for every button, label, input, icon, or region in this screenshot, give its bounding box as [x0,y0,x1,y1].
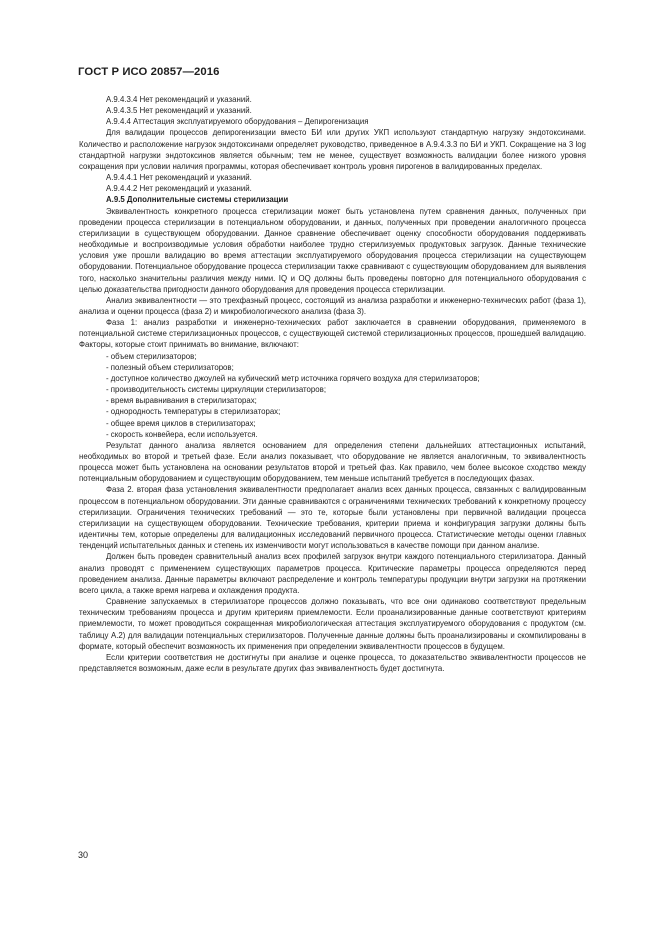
list-item: - однородность температуры в стерилизаторах; [106,407,281,417]
document-header: ГОСТ Р ИСО 20857—2016 [78,66,220,78]
paragraph-phase-1-result: Результат данного анализа является основанием для определения степени дальнейших аттестационных испытаний, необходимых во второй и третьей фазе. Если анализ показывает, что оборудование не является аналогичным, то эквивалентность процесса может быть установлена на основании результатов второй и третьей фаз. Как правило, чем более высокое сходство между потенциальным оборудованием и существующим оборудованием, тем меньше испытаний требуется в последующих фазах. [79,440,586,484]
list-item: - объем стерилизаторов; [106,351,197,361]
clause-a9-4-4-1: А.9.4.4.1 Нет рекомендаций и указаний. [106,173,252,183]
paragraph-process-comparison: Сравнение запускаемых в стерилизаторе процессов должно показывать, что все они одинаково соответствуют предельным техническим требованиям процесса и другим критериям приемлемости. Если проанализированные данные соответствуют критериям приемлемости, то может проводиться сокращенная микробиологическая аттестация эксплуатируемого оборудования с продуктом (см. таблицу А.2) для валидации потенциальных стерилизаторов. Полученные данные должны быть проанализированы и скомпилированы в формате, который обеспечит возможность их применения при определении эквивалентности процессов в будущем. [79,597,586,651]
paragraph-criteria-not-met: Если критерии соответствия не достигнуты при анализе и оценке процесса, то доказательство эквивалентности процессов не представляется возможным, даже если в результате других фаз эквивалентность будет достигнута. [79,652,586,673]
paragraph-depyrogenation: Для валидации процессов депирогенизации вместо БИ или других УКП используют стандартную нагрузку эндотоксинами. Количество и расположение нагрузок эндотоксинами определяет руководство, приведенное в А.9.4.3.3 по БИ и УКП. Сокращение на 3 log стандартной нагрузки эндотоксинов является обычным; тем не менее, существует возможность валидации более низкого уровня сокращения при условии наличия программы, которая обеспечивает контроль уровня пирогенов в валидированных пределах. [79,128,586,171]
clause-a9-4-3-4: А.9.4.3.4 Нет рекомендаций и указаний. [106,95,252,104]
page-number: 30 [78,850,89,860]
list-item: - доступное количество джоулей на кубический метр источника горячего воздуха для стерилизаторов; [106,373,480,383]
list-item: - общее время циклов в стерилизаторах; [106,418,256,428]
list-item: - производительность системы циркуляции стерилизаторов; [106,385,326,395]
list-item: - время выравнивания в стерилизаторах; [106,396,257,406]
section-heading-a9-5: А.9.5 Дополнительные системы стерилизации [106,195,289,205]
clause-a9-4-4-2: А.9.4.4.2 Нет рекомендаций и указаний. [106,184,252,194]
list-item: - скорость конвейера, если используется. [106,429,258,439]
paragraph-phase-1: Фаза 1: анализ разработки и инженерно-технических работ заключается в сравнении оборудования, применяемого в потенциальной системе стерилизационных процессов, с существующей системой стерилизационных процессов, прошедшей валидацию. Факторы, которые стоит принимать во внимание, включают: [79,318,586,350]
paragraph-three-phase: Анализ эквивалентности — это трехфазный процесс, состоящий из анализа разработки и инженерно-технических работ (фаза 1), анализа и оценки процесса (фаза 2) и микробиологического анализа (фаза 3). [79,295,586,316]
paragraph-phase-2: Фаза 2. вторая фаза установления эквивалентности предполагает анализ всех данных процесса, связанных с валидированным процессом в потенциальном оборудовании. Эти данные сравниваются с ограничениями технических требований к конкретному процессу стерилизации. Ограничения технических требований — это те, которые были установлены при первичной валидации процесса стерилизации на существующем оборудовании. Технические требования, критерии приема и конфигурация загрузки должны быть идентичны тем, которые определены для валидационных исследований первичного процесса. Статистические методы оценки главных тенденций испытательных данных и степень их изменчивости могут использоваться в качестве помощи при данном анализе. [79,485,586,551]
list-item: - полезный объем стерилизаторов; [106,362,234,372]
clause-a9-4-4-heading: А.9.4.4 Аттестация эксплуатируемого оборудования – Депирогенизация [106,117,369,127]
clause-a9-4-3-5: А.9.4.3.5 Нет рекомендаций и указаний. [106,106,252,116]
document-body [79,94,586,674]
paragraph-load-profiles: Должен быть проведен сравнительный анализ всех профилей загрузок внутри каждого потенциального стерилизатора. Данный анализ проводят с применением существующих параметров процесса. Критические параметры процесса определяются перед проведением анализа. Данные параметры включают распределение и контроль температуры продукции внутри загрузки на протяжении всего цикла, а также время нагрева и охлаждения продукта. [79,552,586,595]
paragraph-equivalence: Эквивалентность конкретного процесса стерилизации может быть установлена путем сравнения данных, полученных при проведении процесса стерилизации в потенциальном оборудовании, и данных, полученных при проведении аналогичного процесса стерилизации в существующем оборудовании. Данное сравнение обеспечивает оценку способности оборудования поддерживать необходимые и воспроизводимые условия обработки наиболее трудно стерилизуемых продуктовых загрузок. Данные технические условия уже прошли валидацию во время аттестации эксплуатируемого оборудования процесса стерилизации на существующем оборудовании. Потенциальное оборудование процесса стерилизации также сравнивают с существующим оборудованием для выявления того, насколько значительны различия между ними. IQ и OQ должны быть проведены повторно для потенциального оборудования с целью доказательства пригодности данного оборудования для проведения процесса стерилизации. [79,206,586,294]
